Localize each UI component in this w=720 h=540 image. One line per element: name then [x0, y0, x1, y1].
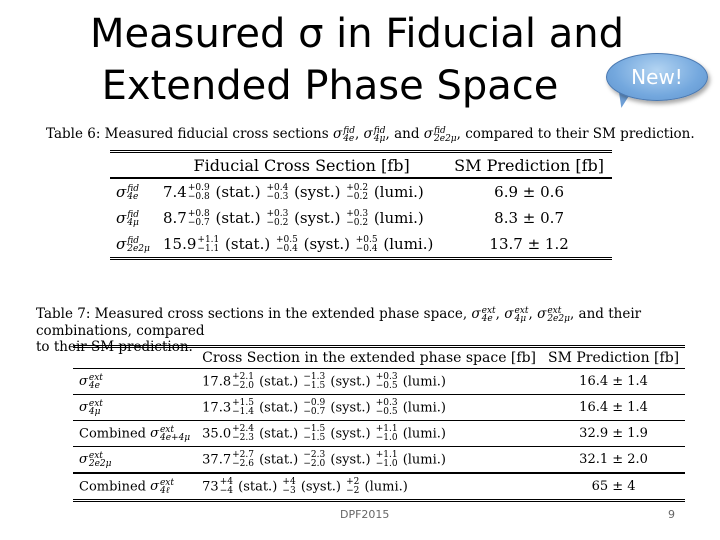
- stat-uncertainty: +2.4 −2.3: [232, 423, 254, 443]
- table-row: [73, 369, 685, 395]
- caption-sigma-4mu: σ fid 4μ: [363, 125, 386, 144]
- sm-prediction: 6.9 ± 0.6: [494, 183, 564, 201]
- measured-cross-section: [157, 205, 446, 231]
- measured-cross-section: [196, 473, 542, 501]
- row-sigma: σ ext 4ℓ: [150, 477, 175, 496]
- syst-uncertainty: +4 −3: [282, 476, 296, 496]
- caption-sigma-4e: σ fid 4e: [332, 125, 355, 144]
- footer-conference: DPF2015: [340, 508, 390, 521]
- row-label: [73, 395, 196, 421]
- syst-uncertainty: −1.5 −1.5: [303, 423, 326, 443]
- row-label: [73, 369, 196, 395]
- lumi-label: (lumi.): [369, 182, 424, 201]
- syst-label: (syst.): [326, 374, 375, 389]
- row-sigma: σ ext 4e+4μ: [150, 424, 191, 443]
- table6-caption-end: , compared to their SM prediction.: [456, 126, 695, 142]
- lumi-uncertainty: +0.5 −0.4: [355, 234, 378, 254]
- stat-label: (stat.): [254, 426, 303, 441]
- table-row: [73, 421, 685, 447]
- stat-label: (stat.): [210, 182, 266, 201]
- sm-prediction: 32.9 ± 1.9: [542, 421, 685, 447]
- row-label: [110, 178, 157, 205]
- syst-uncertainty: −1.3 −1.5: [303, 371, 326, 391]
- lumi-label: (lumi.): [398, 400, 446, 415]
- lumi-label: (lumi.): [398, 426, 446, 441]
- table-row: [73, 473, 685, 501]
- table-row: [73, 395, 685, 421]
- stat-label: (stat.): [233, 479, 282, 494]
- measured-cross-section: [196, 421, 542, 447]
- lumi-uncertainty: +0.2 −0.2: [346, 182, 369, 202]
- row-sigma: σ ext 2e2μ: [79, 450, 112, 469]
- lumi-uncertainty: +2 −2: [346, 476, 360, 496]
- syst-uncertainty: −2.3 −2.0: [303, 449, 326, 469]
- lumi-label: (lumi.): [369, 208, 424, 227]
- syst-label: (syst.): [326, 452, 375, 467]
- syst-label: (syst.): [289, 208, 346, 227]
- slide-title: [0, 8, 720, 112]
- row-sigma: σ fid 4μ: [116, 209, 140, 228]
- lumi-uncertainty: +1.1 −1.0: [375, 423, 398, 443]
- stat-uncertainty: +0.8 −0.7: [187, 208, 210, 228]
- syst-label: (syst.): [326, 426, 375, 441]
- table7-header-cross-section: Cross Section in the extended phase space [fb]: [196, 347, 542, 369]
- table7-caption: Table 7: Measured cross sections in the extended phase space, σ ext 4e , σ ext 4μ , σ ext 2e2μ , and their combinations, compared to their SM prediction.: [36, 305, 642, 355]
- table7-caption-middle: , and their combinations, compared: [36, 306, 642, 339]
- sm-prediction: 65 ± 4: [542, 473, 685, 501]
- sm-prediction: 8.3 ± 0.7: [494, 209, 564, 227]
- row-label-text: Combined: [79, 479, 151, 494]
- syst-label: (syst.): [298, 234, 355, 253]
- row-sigma: σ fid 4e: [116, 183, 140, 202]
- caption7-sigma-4mu: σ ext 4μ: [504, 305, 529, 324]
- row-label: [73, 421, 196, 447]
- lumi-uncertainty: +0.3 −0.5: [375, 371, 398, 391]
- table6-caption-start: Table 6: Measured fiducial cross sections: [46, 126, 329, 142]
- table6-caption: Table 6: Measured fiducial cross sections σ fid 4e , σ fid 4μ , and σ fid 2e2μ , compared to their SM prediction.: [46, 125, 695, 144]
- row-sigma: σ ext 4μ: [79, 398, 103, 417]
- stat-label: (stat.): [254, 452, 303, 467]
- stat-label: (stat.): [254, 400, 303, 415]
- table6-header-sm: SM Prediction [fb]: [446, 152, 612, 179]
- central-value: 37.7: [202, 452, 232, 467]
- table7-caption-start: Table 7: Measured cross sections in the extended phase space,: [36, 306, 468, 322]
- sm-prediction: 32.1 ± 2.0: [542, 447, 685, 474]
- table6-caption-and: , and: [385, 126, 420, 142]
- measured-cross-section: [196, 369, 542, 395]
- syst-label: (syst.): [296, 479, 346, 494]
- lumi-label: (lumi.): [398, 374, 446, 389]
- central-value: 8.7: [163, 208, 187, 227]
- slide-title-line-2: Extended Phase Space: [101, 63, 559, 109]
- syst-label: (syst.): [326, 400, 375, 415]
- caption-sigma-2e2mu: σ fid 2e2μ: [423, 125, 457, 144]
- syst-uncertainty: +0.5 −0.4: [275, 234, 298, 254]
- page-number: 9: [668, 508, 675, 521]
- fiducial-cross-section-table: [110, 150, 612, 260]
- caption7-sigma-4e: σ ext 4e: [471, 305, 496, 324]
- row-label: [110, 205, 157, 231]
- central-value: 35.0: [202, 426, 232, 441]
- extended-cross-section-table: [73, 345, 685, 502]
- lumi-label: (lumi.): [378, 234, 434, 253]
- syst-uncertainty: +0.4 −0.3: [266, 182, 289, 202]
- sm-prediction: 13.7 ± 1.2: [489, 235, 569, 253]
- table7-header-sm: SM Prediction [fb]: [542, 347, 685, 369]
- table-row: [110, 178, 612, 205]
- row-label-text: Combined: [79, 426, 151, 441]
- stat-label: (stat.): [220, 234, 275, 253]
- stat-uncertainty: +4 −4: [219, 476, 233, 496]
- slide-title-line-1: Measured σ in Fiducial and: [89, 11, 624, 57]
- central-value: 73: [202, 479, 219, 494]
- row-sigma: σ ext 4e: [79, 372, 103, 391]
- central-value: 17.8: [202, 374, 232, 389]
- table-row: [110, 205, 612, 231]
- measured-cross-section: [157, 178, 446, 205]
- stat-uncertainty: +2.7 −2.6: [232, 449, 254, 469]
- table-row: [110, 231, 612, 259]
- measured-cross-section: [196, 447, 542, 474]
- new-badge: New!: [606, 53, 708, 101]
- table7-caption-end: to their SM prediction.: [36, 338, 193, 355]
- stat-uncertainty: +1.1 −1.1: [197, 234, 220, 254]
- lumi-uncertainty: +1.1 −1.0: [375, 449, 398, 469]
- lumi-uncertainty: +0.3 −0.5: [375, 397, 398, 417]
- row-sigma: σ fid 2e2μ: [116, 235, 150, 254]
- central-value: 7.4: [163, 182, 187, 201]
- caption7-sigma-2e2mu: σ ext 2e2μ: [537, 305, 570, 324]
- row-label: [73, 473, 196, 501]
- syst-uncertainty: −0.9 −0.7: [303, 397, 326, 417]
- table-row: [73, 447, 685, 474]
- sm-prediction: 16.4 ± 1.4: [542, 369, 685, 395]
- measured-cross-section: [196, 395, 542, 421]
- stat-uncertainty: +1.5 −1.4: [232, 397, 254, 417]
- central-value: 17.3: [202, 400, 232, 415]
- lumi-label: (lumi.): [398, 452, 446, 467]
- row-label: [110, 231, 157, 259]
- stat-uncertainty: +2.1 −2.0: [232, 371, 254, 391]
- syst-uncertainty: +0.3 −0.2: [266, 208, 289, 228]
- stat-label: (stat.): [210, 208, 266, 227]
- lumi-label: (lumi.): [360, 479, 408, 494]
- stat-label: (stat.): [254, 374, 303, 389]
- table6-header-cross-section: Fiducial Cross Section [fb]: [157, 152, 446, 179]
- stat-uncertainty: +0.9 −0.8: [187, 182, 210, 202]
- lumi-uncertainty: +0.3 −0.2: [346, 208, 369, 228]
- measured-cross-section: [157, 231, 446, 259]
- central-value: 15.9: [163, 234, 197, 253]
- syst-label: (syst.): [289, 182, 346, 201]
- sm-prediction: 16.4 ± 1.4: [542, 395, 685, 421]
- row-label: [73, 447, 196, 474]
